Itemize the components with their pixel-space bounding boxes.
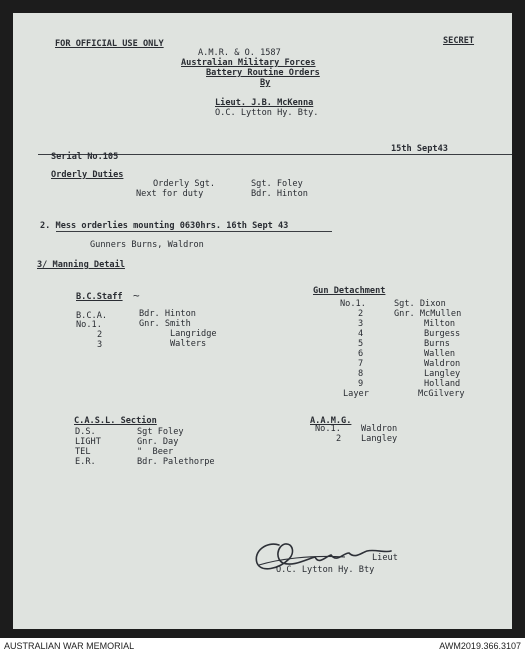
orderly-role-2: Next for duty (136, 189, 204, 199)
gun-detachment-name-2: Gnr. McMullen (394, 309, 462, 319)
gun-detachment-post-9: 9 (358, 379, 364, 389)
gun-detachment-heading: Gun Detachment (313, 286, 386, 296)
casl-name-4: Bdr. Palethorpe (137, 457, 215, 467)
order-by: By (260, 78, 271, 88)
bc-staff-post-1: B.C.A. (76, 311, 108, 321)
gun-detachment-post-5: 5 (358, 339, 364, 349)
bc-staff-post-4: 3 (97, 340, 103, 350)
gun-detachment-post-7: 7 (358, 359, 364, 369)
casl-post-2: LIGHT (75, 437, 101, 447)
mess-rule (56, 231, 332, 232)
gun-detachment-name-6: Wallen (424, 349, 456, 359)
gun-detachment-post-6: 6 (358, 349, 364, 359)
force-name: Australian Military Forces (181, 58, 316, 68)
gun-detachment-name-5: Burns (424, 339, 450, 349)
casl-heading: C.A.S.L. Section (74, 416, 157, 426)
bc-staff-post-2: No.1. (76, 320, 102, 330)
orderly-duties-heading: Orderly Duties (51, 170, 124, 180)
signature-rank: Lieut (372, 553, 398, 563)
gun-detachment-name-4: Burgess (424, 329, 461, 339)
classification-left: FOR OFFICIAL USE ONLY (55, 39, 164, 49)
gun-detachment-name-8: Langley (424, 369, 461, 379)
mess-orderlies-heading: 2. Mess orderlies mounting 0630hrs. 16th Sept 43 (40, 221, 289, 231)
bc-staff-name-4: Walters (170, 339, 207, 349)
orderly-role-1: Orderly Sgt. (153, 179, 216, 189)
manning-detail-heading: 3/ Manning Detail (37, 260, 125, 270)
document-page (13, 13, 512, 629)
aamg-name-2: Langley (361, 434, 398, 444)
gun-detachment-post-1: No.1. (340, 299, 366, 309)
gun-detachment-name-10: McGilvery (418, 389, 465, 399)
casl-name-1: Sgt Foley (137, 427, 184, 437)
serial-date: 15th Sept43 (391, 144, 448, 154)
casl-post-1: D.S. (75, 427, 96, 437)
orderly-name-2: Bdr. Hinton (251, 189, 308, 199)
casl-name-3: " Beer (137, 447, 174, 457)
issuing-command: O.C. Lytton Hy. Bty. (215, 108, 319, 118)
gun-detachment-name-1: Sgt. Dixon (394, 299, 446, 309)
serial-number: Serial No.105 (51, 152, 119, 162)
aamg-name-1: Waldron (361, 424, 398, 434)
pen-tick-mark: ~ (133, 289, 140, 302)
gun-detachment-name-9: Holland (424, 379, 461, 389)
gun-detachment-post-3: 3 (358, 319, 364, 329)
mess-orderlies-names: Gunners Burns, Waldron (90, 240, 204, 250)
gun-detachment-post-10: Layer (343, 389, 369, 399)
aamg-post-1: No.1. (315, 424, 341, 434)
gun-detachment-name-7: Waldron (424, 359, 461, 369)
bc-staff-name-2: Gnr. Smith (139, 319, 191, 329)
bc-staff-heading: B.C.Staff (76, 292, 123, 302)
archive-reference: AWM2019.366.3107 (439, 641, 521, 651)
order-type: Battery Routine Orders (206, 68, 320, 78)
bc-staff-name-1: Bdr. Hinton (139, 309, 196, 319)
aamg-heading: A.A.M.G. (310, 416, 352, 426)
gun-detachment-name-3: Milton (424, 319, 456, 329)
gun-detachment-post-8: 8 (358, 369, 364, 379)
issuing-officer: Lieut. J.B. McKenna (215, 98, 314, 108)
gun-detachment-post-4: 4 (358, 329, 364, 339)
casl-post-4: E.R. (75, 457, 96, 467)
casl-post-3: TEL (75, 447, 91, 457)
classification-right: SECRET (443, 36, 475, 46)
signature-command: O.C. Lytton Hy. Bty (276, 565, 375, 575)
archive-name: AUSTRALIAN WAR MEMORIAL (4, 641, 135, 651)
casl-name-2: Gnr. Day (137, 437, 179, 447)
bc-staff-name-3: Langridge (170, 329, 217, 339)
orderly-name-1: Sgt. Foley (251, 179, 303, 189)
order-number: A.M.R. & O. 1587 (198, 48, 281, 58)
bc-staff-post-3: 2 (97, 330, 103, 340)
gun-detachment-post-2: 2 (358, 309, 364, 319)
aamg-post-2: 2 (336, 434, 342, 444)
archive-footer (0, 638, 525, 653)
